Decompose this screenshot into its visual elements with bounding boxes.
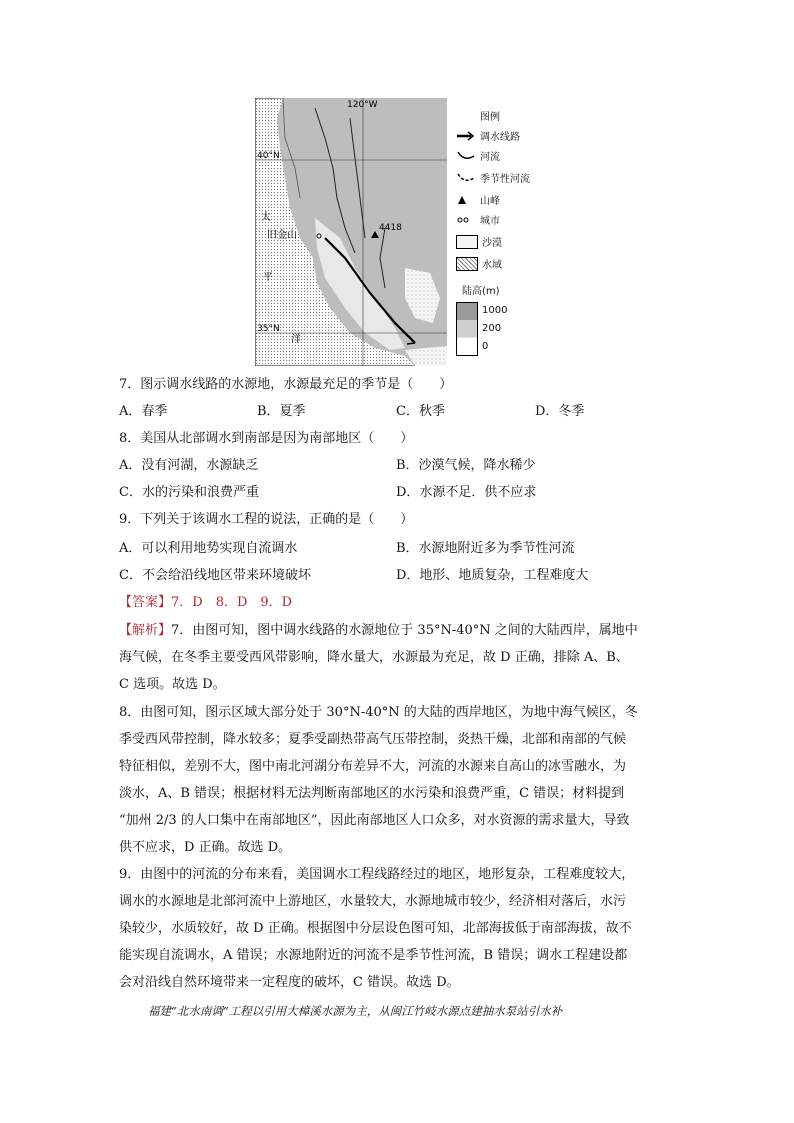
- peak-label: 4418: [379, 223, 402, 233]
- peak-icon: [456, 194, 476, 206]
- analysis-8: [119, 699, 679, 861]
- legend-item-water: 水域: [482, 260, 502, 271]
- q8-option-c: C．水的污染和浪费严重: [119, 485, 259, 500]
- answer-text: 7．D 8．D 9．D: [171, 595, 293, 610]
- elevation-tick-0: 0: [482, 341, 489, 352]
- analysis-8-line-6: 供不应求，D 正确。故选 D。: [119, 840, 292, 855]
- footer-passage: 福建“北水南调”工程以引用大樟溪水源为主，从闽江竹岐水源点建抽水泵站引水补: [148, 1004, 563, 1018]
- ocean-char-1: 太: [261, 212, 271, 223]
- map-legend: [456, 108, 566, 358]
- legend-item-city: 城市: [480, 216, 500, 227]
- legend-item-river: 河流: [480, 152, 500, 163]
- ocean-char-2: 平: [263, 272, 273, 283]
- analysis-8-line-4: 淡水，A、B 错误；根据材料无法判断南部地区的水污染和浪费严重，C 错误；材料提到: [119, 786, 625, 801]
- analysis-8-line-2: 季受西风带控制，降水较多；夏季受副热带高气压带控制，炎热干燥，北部和南部的气候: [119, 732, 627, 747]
- analysis-8-line-3: 特征相似，差别不大，图中南北河湖分布差异不大，河流的水源来自高山的冰雪融水，为: [119, 759, 627, 774]
- analysis-8-line-5: “加州 2/3 的人口集中在南部地区”，因此南部地区人口众多，对水资源的需求量大，导致: [119, 813, 630, 828]
- san-francisco-label: 旧金山: [267, 230, 297, 241]
- legend-item-peak: 山峰: [480, 196, 500, 207]
- question-8: 8．美国从北部调水到南部是因为南部地区（ ）: [119, 431, 414, 446]
- elevation-tick-200: 200: [482, 323, 502, 334]
- q7-option-d: D．冬季: [535, 404, 585, 419]
- analysis-9-line-4: 能实现自流调水，A 错误；水源地附近的河流不是季节性河流，B 错误；调水工程建设都: [119, 948, 628, 963]
- longitude-label: 120°W: [347, 100, 378, 110]
- city-icon: [456, 214, 476, 226]
- elevation-title: 陆高(m): [462, 286, 500, 297]
- question-7: 7．图示调水线路的水源地，水源最充足的季节是（ ）: [119, 377, 453, 392]
- california-water-diversion-map: [255, 98, 447, 366]
- q7-option-c: C．秋季: [396, 404, 445, 419]
- analysis-7-line-2: 海气候，在冬季主要受西风带影响，降水量大，水源最为充足，故 D 正确，排除 A、B、: [119, 650, 629, 665]
- diversion-arrow-icon: [456, 130, 476, 142]
- answer-label: 【答案】: [119, 595, 172, 610]
- seasonal-river-icon: [456, 172, 476, 184]
- legend-title: 图例: [480, 112, 500, 123]
- analysis-7-line-1: 7．由图可知，图中调水线路的水源地位于 35°N-40°N 之间的大陆西岸，属地中: [171, 623, 638, 638]
- q7-option-a: A．春季: [119, 404, 168, 419]
- analysis-9-line-5: 会对沿线自然环境带来一定程度的破坏，C 错误。故选 D。: [119, 975, 460, 990]
- water-swatch: [456, 257, 478, 271]
- answer-line: [119, 594, 292, 612]
- q9-option-b: B．水源地附近多为季节性河流: [396, 541, 575, 556]
- analysis-9: [119, 861, 679, 996]
- legend-item-desert: 沙漠: [482, 238, 502, 249]
- analysis-9-line-3: 染较少，水质较好，故 D 正确。根据图中分层设色图可知，北部海拔低于南部海拔，故不: [119, 921, 632, 936]
- river-icon: [456, 150, 476, 162]
- ocean-char-3: 洋: [291, 334, 301, 345]
- q7-option-b: B．夏季: [257, 404, 306, 419]
- q9-option-d: D．地形、地质复杂，工程难度大: [396, 568, 589, 583]
- elevation-tick-1000: 1000: [482, 305, 508, 316]
- analysis-9-line-2: 调水的水源地是北部河流中上游地区，水量较大，水源地城市较少，经济相对落后，水污: [119, 894, 627, 909]
- legend-item-route: 调水线路: [480, 132, 520, 143]
- q8-option-a: A．没有河湖，水源缺乏: [119, 458, 259, 473]
- analysis-label: 【解析】: [119, 623, 172, 638]
- analysis-7: [119, 617, 679, 698]
- elevation-scale: [456, 302, 478, 356]
- q9-option-a: A．可以利用地势实现自流调水: [119, 541, 298, 556]
- desert-swatch: [456, 235, 478, 249]
- question-9: 9．下列关于该调水工程的说法，正确的是（ ）: [119, 512, 414, 527]
- analysis-7-line-3: C 选项。故选 D。: [119, 677, 226, 692]
- q8-option-b: B．沙漠气候，降水稀少: [396, 458, 536, 473]
- q8-option-d: D．水源不足．供不应求: [396, 485, 537, 500]
- latitude-35-label: 35°N: [257, 324, 280, 334]
- analysis-9-line-1: 9．由图中的河流的分布来看，美国调水工程线路经过的地区，地形复杂，工程难度较大，: [119, 867, 635, 882]
- q9-option-c: C．不会给沿线地区带来环境破坏: [119, 568, 311, 583]
- analysis-8-line-1: 8．由图可知，图示区域大部分处于 30°N-40°N 的大陆的西岸地区，为地中海气候区，冬: [119, 705, 638, 720]
- legend-item-seasonal-river: 季节性河流: [480, 174, 530, 185]
- latitude-40-label: 40°N: [257, 151, 280, 161]
